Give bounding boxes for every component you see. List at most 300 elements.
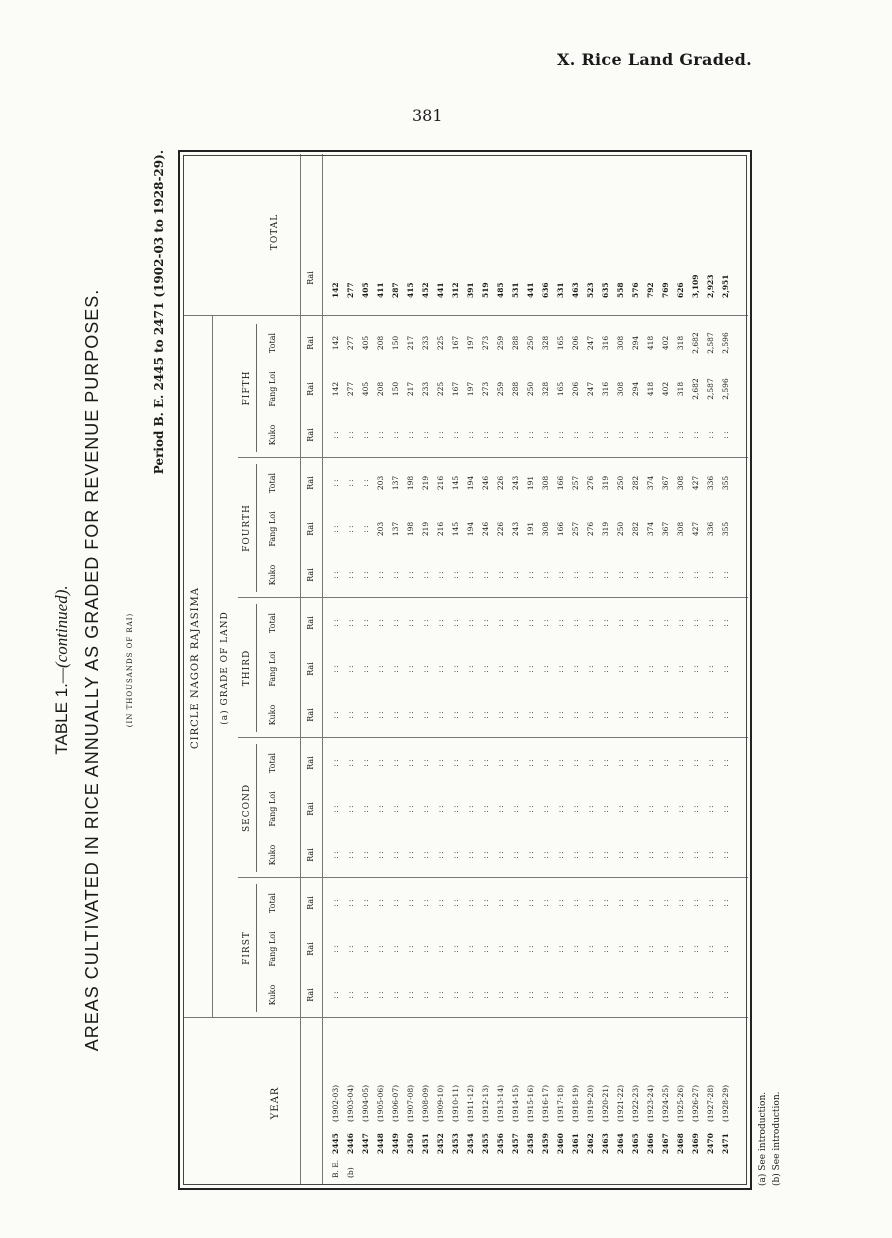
empty-cell: : : (436, 851, 445, 859)
grade-group-third: THIRD (242, 649, 252, 687)
empty-cell: : : (496, 805, 505, 813)
grand-total-value: 391 (466, 282, 475, 298)
fifth-fang-loi-value: 206 (571, 381, 580, 397)
empty-cell: : : (616, 991, 625, 999)
table-row (375, 148, 387, 1188)
be-year: 2465 (631, 1133, 640, 1154)
empty-cell: : : (586, 991, 595, 999)
grand-total-value: 405 (361, 282, 370, 298)
fifth-total-value: 225 (436, 335, 445, 351)
empty-cell: : : (586, 571, 595, 579)
fifth-fang-loi-value: 318 (676, 381, 685, 397)
empty-cell: : : (646, 571, 655, 579)
empty-cell: : : (361, 619, 370, 627)
empty-cell: : : (331, 711, 340, 719)
empty-cell: : : (466, 571, 475, 579)
be-year: 2469 (691, 1133, 700, 1154)
empty-cell: : : (496, 991, 505, 999)
empty-cell: : : (496, 665, 505, 673)
empty-cell: : : (436, 619, 445, 627)
empty-cell: : : (676, 805, 685, 813)
empty-cell: : : (661, 899, 670, 907)
empty-cell: : : (481, 945, 490, 953)
empty-cell: : : (571, 805, 580, 813)
be-year: 2455 (481, 1133, 490, 1154)
total-header: TOTAL (270, 213, 280, 251)
gregorian-year: (1904-05) (361, 1084, 370, 1122)
fifth-fang-loi-value: 405 (361, 381, 370, 397)
fifth-total-value: 2,682 (691, 332, 700, 354)
empty-cell: : : (436, 665, 445, 673)
fifth-total-value: 247 (586, 335, 595, 351)
be-year: 2447 (361, 1133, 370, 1154)
subcolumn-total: Total (268, 612, 277, 634)
fifth-fang-loi-value: 167 (451, 381, 460, 397)
fourth-total-value: 336 (706, 475, 715, 491)
empty-cell: : : (406, 945, 415, 953)
empty-cell: : : (481, 711, 490, 719)
fifth-fang-loi-value: 418 (646, 381, 655, 397)
fourth-total-value: 194 (466, 475, 475, 491)
empty-cell: : : (721, 899, 730, 907)
empty-cell: : : (391, 851, 400, 859)
data-table (178, 150, 752, 1190)
fourth-fang-loi-value: 145 (451, 521, 460, 537)
gregorian-year: (1919-20) (586, 1084, 595, 1122)
empty-cell: : : (481, 619, 490, 627)
empty-cell: : : (346, 945, 355, 953)
be-year: 2462 (586, 1133, 595, 1154)
empty-cell: : : (451, 945, 460, 953)
empty-cell: : : (466, 945, 475, 953)
empty-cell: : : (526, 711, 535, 719)
grade-group-second: SECOND (242, 783, 252, 833)
empty-cell: : : (706, 759, 715, 767)
empty-cell: : : (511, 759, 520, 767)
empty-cell: : : (676, 619, 685, 627)
fifth-total-value: 142 (331, 335, 340, 351)
be-year: 2448 (376, 1133, 385, 1154)
be-year: 2458 (526, 1133, 535, 1154)
empty-cell: : : (331, 759, 340, 767)
empty-cell: : : (496, 945, 505, 953)
grand-total-value: 463 (571, 282, 580, 298)
empty-cell: : : (616, 431, 625, 439)
table-subtitle: AREAS CULTIVATED IN RICE ANNUALLY AS GRADED FOR REVENUE PURPOSES. (82, 288, 102, 1052)
gregorian-year: (1921-22) (616, 1084, 625, 1122)
empty-cell: : : (526, 571, 535, 579)
empty-cell: : : (451, 619, 460, 627)
empty-cell: : : (376, 991, 385, 999)
empty-cell: : : (421, 759, 430, 767)
empty-cell: : : (571, 991, 580, 999)
empty-cell: : : (556, 899, 565, 907)
table-row (435, 148, 447, 1188)
empty-cell: : : (511, 571, 520, 579)
empty-cell: : : (511, 851, 520, 859)
unit-label: Rai (306, 848, 315, 862)
empty-cell: : : (466, 805, 475, 813)
table-row (330, 148, 342, 1188)
empty-cell: : : (616, 851, 625, 859)
empty-cell: : : (706, 571, 715, 579)
empty-cell: : : (346, 899, 355, 907)
unit-label: Rai (306, 756, 315, 770)
fourth-fang-loi-value: 216 (436, 521, 445, 537)
empty-cell: : : (526, 431, 535, 439)
empty-cell: : : (601, 851, 610, 859)
empty-cell: : : (556, 571, 565, 579)
subcolumn-kuko: Kuko (268, 424, 277, 446)
unit-note: (IN THOUSANDS OF RAI) (126, 612, 134, 728)
empty-cell: : : (571, 571, 580, 579)
empty-cell: : : (481, 431, 490, 439)
empty-cell: : : (616, 619, 625, 627)
empty-cell: : : (721, 991, 730, 999)
gregorian-year: (1917-18) (556, 1084, 565, 1122)
empty-cell: : : (511, 665, 520, 673)
fourth-total-value: 308 (676, 475, 685, 491)
table-row (510, 148, 522, 1188)
empty-cell: : : (466, 711, 475, 719)
empty-cell: : : (331, 851, 340, 859)
grand-total-value: 523 (586, 282, 595, 298)
empty-cell: : : (691, 851, 700, 859)
empty-cell: : : (406, 759, 415, 767)
empty-cell: : : (436, 571, 445, 579)
gregorian-year: (1922-23) (631, 1084, 640, 1122)
empty-cell: : : (511, 945, 520, 953)
fourth-total-value: 250 (616, 475, 625, 491)
empty-cell: : : (511, 711, 520, 719)
empty-cell: : : (661, 711, 670, 719)
empty-cell: : : (361, 899, 370, 907)
fourth-fang-loi-value: 246 (481, 521, 490, 537)
empty-cell: : : (331, 899, 340, 907)
gregorian-year: (1905-06) (376, 1084, 385, 1122)
empty-cell: : : (391, 665, 400, 673)
fourth-total-value: 216 (436, 475, 445, 491)
gregorian-year: (1907-08) (406, 1084, 415, 1122)
fifth-total-value: 2,587 (706, 332, 715, 354)
be-year: 2457 (511, 1133, 520, 1154)
empty-cell: : : (406, 991, 415, 999)
unit-label: Rai (306, 942, 315, 956)
fifth-fang-loi-value: 2,682 (691, 378, 700, 400)
fifth-total-value: 294 (631, 335, 640, 351)
fourth-fang-loi-value: 194 (466, 521, 475, 537)
gregorian-year: (1927-28) (706, 1084, 715, 1122)
be-year: 2451 (421, 1133, 430, 1154)
empty-cell: : : (481, 571, 490, 579)
empty-cell: : : (556, 431, 565, 439)
subcolumn-kuko: Kuko (268, 564, 277, 586)
fourth-fang-loi-value: 276 (586, 521, 595, 537)
empty-cell: : : (451, 759, 460, 767)
empty-cell: : : (541, 711, 550, 719)
empty-cell: : : (331, 525, 340, 533)
empty-cell: : : (511, 619, 520, 627)
empty-cell: : : (556, 619, 565, 627)
rule-line (256, 884, 257, 1012)
table-row (690, 148, 702, 1188)
rule-line (256, 604, 257, 732)
empty-cell: : : (361, 759, 370, 767)
grand-total-value: 485 (496, 282, 505, 298)
empty-cell: : : (706, 619, 715, 627)
table-row (480, 148, 492, 1188)
rule-line (256, 744, 257, 872)
empty-cell: : : (541, 431, 550, 439)
grand-total-value: 441 (526, 282, 535, 298)
empty-cell: : : (556, 759, 565, 767)
table-row (390, 148, 402, 1188)
empty-cell: : : (541, 805, 550, 813)
rule-line (322, 154, 323, 1184)
empty-cell: : : (361, 479, 370, 487)
gregorian-year: (1909-10) (436, 1084, 445, 1122)
empty-cell: : : (391, 945, 400, 953)
empty-cell: : : (661, 571, 670, 579)
empty-cell: : : (631, 899, 640, 907)
fifth-total-value: 259 (496, 335, 505, 351)
fourth-total-value: 374 (646, 475, 655, 491)
empty-cell: : : (346, 619, 355, 627)
fourth-fang-loi-value: 198 (406, 521, 415, 537)
empty-cell: : : (571, 759, 580, 767)
subcolumn-fang-loi: Fang Loi (268, 651, 277, 687)
table-row (405, 148, 417, 1188)
fourth-total-value: 198 (406, 475, 415, 491)
empty-cell: : : (331, 945, 340, 953)
empty-cell: : : (511, 899, 520, 907)
fourth-total-value: 282 (631, 475, 640, 491)
fifth-fang-loi-value: 2,587 (706, 378, 715, 400)
unit-label: Rai (306, 896, 315, 910)
empty-cell: : : (451, 805, 460, 813)
grand-total-value: 452 (421, 282, 430, 298)
empty-cell: : : (361, 851, 370, 859)
gregorian-year: (1926-27) (691, 1084, 700, 1122)
table-row (705, 148, 717, 1188)
empty-cell: : : (541, 665, 550, 673)
empty-cell: : : (586, 805, 595, 813)
empty-cell: : : (631, 665, 640, 673)
unit-label: Rai (306, 568, 315, 582)
empty-cell: : : (571, 619, 580, 627)
empty-cell: : : (451, 665, 460, 673)
be-year: 2461 (571, 1133, 580, 1154)
empty-cell: : : (541, 991, 550, 999)
empty-cell: : : (406, 665, 415, 673)
fifth-fang-loi-value: 233 (421, 381, 430, 397)
fourth-total-value: 191 (526, 475, 535, 491)
gregorian-year: (1928-29) (721, 1084, 730, 1122)
empty-cell: : : (466, 851, 475, 859)
subcolumn-kuko: Kuko (268, 704, 277, 726)
unit-label: Rai (306, 708, 315, 722)
empty-cell: : : (496, 571, 505, 579)
subcolumn-total: Total (268, 472, 277, 494)
fifth-total-value: 150 (391, 335, 400, 351)
gregorian-year: (1908-09) (421, 1084, 430, 1122)
empty-cell: : : (406, 431, 415, 439)
empty-cell: : : (721, 431, 730, 439)
grand-total-value: 792 (646, 282, 655, 298)
empty-cell: : : (646, 805, 655, 813)
fourth-total-value: 257 (571, 475, 580, 491)
fifth-total-value: 217 (406, 335, 415, 351)
fourth-fang-loi-value: 191 (526, 521, 535, 537)
empty-cell: : : (676, 945, 685, 953)
empty-cell: : : (586, 759, 595, 767)
empty-cell: : : (601, 619, 610, 627)
gregorian-year: (1924-25) (661, 1084, 670, 1122)
empty-cell: : : (421, 431, 430, 439)
empty-cell: : : (421, 619, 430, 627)
empty-cell: : : (466, 665, 475, 673)
be-year: 2468 (676, 1133, 685, 1154)
empty-cell: : : (646, 759, 655, 767)
rule-line (238, 737, 748, 738)
fourth-fang-loi-value: 219 (421, 521, 430, 537)
empty-cell: : : (541, 899, 550, 907)
empty-cell: : : (556, 665, 565, 673)
empty-cell: : : (541, 759, 550, 767)
empty-cell: : : (331, 805, 340, 813)
empty-cell: : : (391, 899, 400, 907)
rule-line (238, 457, 748, 458)
empty-cell: : : (436, 805, 445, 813)
empty-cell: : : (646, 899, 655, 907)
empty-cell: : : (376, 759, 385, 767)
fifth-fang-loi-value: 273 (481, 381, 490, 397)
empty-cell: : : (616, 805, 625, 813)
be-year: 2453 (451, 1133, 460, 1154)
be-year: 2466 (646, 1133, 655, 1154)
empty-cell: : : (676, 851, 685, 859)
table-row (450, 148, 462, 1188)
be-year: 2446 (346, 1133, 355, 1154)
gregorian-year: (1906-07) (391, 1084, 400, 1122)
fourth-fang-loi-value: 367 (661, 521, 670, 537)
fifth-fang-loi-value: 247 (586, 381, 595, 397)
grand-total-value: 558 (616, 282, 625, 298)
gregorian-year: (1916-17) (541, 1084, 550, 1122)
gregorian-year: (1910-11) (451, 1084, 460, 1122)
gregorian-year: (1902-03) (331, 1084, 340, 1122)
grand-total-value: 312 (451, 282, 460, 298)
fifth-total-value: 167 (451, 335, 460, 351)
era-label: B. E. (331, 1159, 340, 1178)
empty-cell: : : (451, 571, 460, 579)
fifth-total-value: 316 (601, 335, 610, 351)
empty-cell: : : (451, 851, 460, 859)
empty-cell: : : (706, 851, 715, 859)
grand-total-value: 277 (346, 282, 355, 298)
rule-line (184, 1017, 748, 1018)
gregorian-year: (1914-15) (511, 1084, 520, 1122)
fifth-fang-loi-value: 402 (661, 381, 670, 397)
fifth-total-value: 288 (511, 335, 520, 351)
empty-cell: : : (601, 899, 610, 907)
empty-cell: : : (451, 899, 460, 907)
fourth-fang-loi-value: 250 (616, 521, 625, 537)
empty-cell: : : (406, 711, 415, 719)
fourth-fang-loi-value: 374 (646, 521, 655, 537)
empty-cell: : : (691, 619, 700, 627)
be-year: 2452 (436, 1133, 445, 1154)
subcolumn-total: Total (268, 332, 277, 354)
empty-cell: : : (331, 619, 340, 627)
table-label: TABLE 1. (52, 683, 71, 755)
unit-label: Rai (306, 382, 315, 396)
empty-cell: : : (421, 805, 430, 813)
empty-cell: : : (661, 431, 670, 439)
gregorian-year: (1920-21) (601, 1084, 610, 1122)
empty-cell: : : (331, 991, 340, 999)
fifth-fang-loi-value: 217 (406, 381, 415, 397)
empty-cell: : : (646, 851, 655, 859)
gregorian-year: (1912-13) (481, 1084, 490, 1122)
empty-cell: : : (556, 851, 565, 859)
fourth-total-value: 427 (691, 475, 700, 491)
empty-cell: : : (616, 665, 625, 673)
empty-cell: : : (706, 665, 715, 673)
be-year: 2467 (661, 1133, 670, 1154)
empty-cell: : : (511, 431, 520, 439)
empty-cell: : : (661, 665, 670, 673)
unit-label: Rai (306, 428, 315, 442)
empty-cell: : : (586, 711, 595, 719)
grade-header: (a) GRADE OF LAND (220, 611, 230, 725)
fifth-total-value: 197 (466, 335, 475, 351)
empty-cell: : : (646, 991, 655, 999)
fourth-total-value: 145 (451, 475, 460, 491)
fourth-total-value: 319 (601, 475, 610, 491)
unit-label: Rai (306, 802, 315, 816)
rule-line (300, 154, 301, 1184)
fifth-fang-loi-value: 142 (331, 381, 340, 397)
empty-cell: : : (691, 805, 700, 813)
table-row (525, 148, 537, 1188)
empty-cell: : : (421, 851, 430, 859)
empty-cell: : : (721, 571, 730, 579)
empty-cell: : : (631, 431, 640, 439)
empty-cell: : : (556, 991, 565, 999)
be-year: 2450 (406, 1133, 415, 1154)
be-year: 2464 (616, 1133, 625, 1154)
fourth-fang-loi-value: 355 (721, 521, 730, 537)
empty-cell: : : (346, 431, 355, 439)
empty-cell: : : (676, 991, 685, 999)
empty-cell: : : (661, 851, 670, 859)
fourth-fang-loi-value: 336 (706, 521, 715, 537)
empty-cell: : : (601, 571, 610, 579)
fourth-total-value: 276 (586, 475, 595, 491)
fifth-total-value: 277 (346, 335, 355, 351)
empty-cell: : : (406, 899, 415, 907)
subcolumn-fang-loi: Fang Loi (268, 371, 277, 407)
empty-cell: : : (526, 805, 535, 813)
gregorian-year: (1903-04) (346, 1084, 355, 1122)
fourth-total-value: 219 (421, 475, 430, 491)
empty-cell: : : (526, 759, 535, 767)
empty-cell: : : (496, 619, 505, 627)
subcolumn-fang-loi: Fang Loi (268, 511, 277, 547)
empty-cell: : : (421, 571, 430, 579)
gregorian-year: (1925-26) (676, 1084, 685, 1122)
